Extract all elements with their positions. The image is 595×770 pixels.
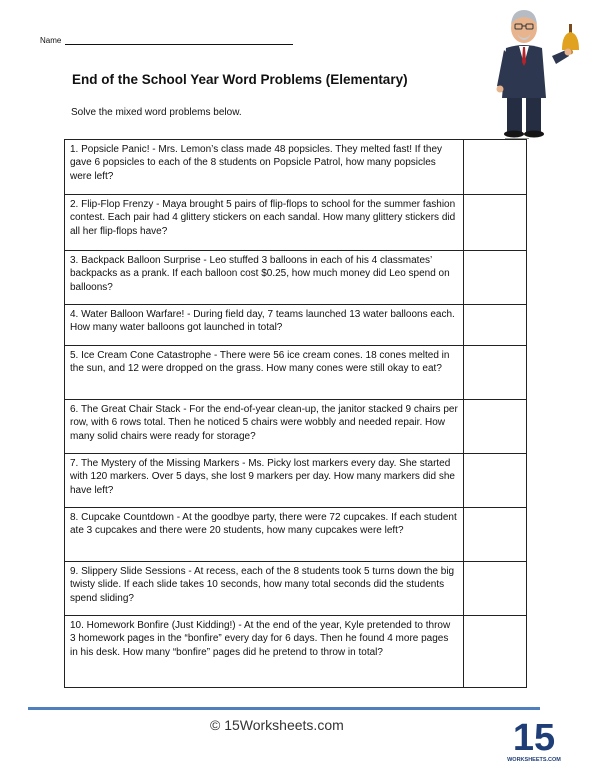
answer-box (464, 251, 527, 305)
problem-text: 7. The Mystery of the Missing Markers - Ms. Picky lost markers every day. She started with 120 markers. Over 5 days, she lost 9 markers per day. How many markers did she have left? (65, 454, 464, 508)
answer-box (464, 195, 527, 251)
table-row (65, 562, 527, 616)
problems-table (64, 139, 527, 688)
answer-box (464, 508, 527, 562)
name-field (40, 36, 293, 45)
problem-text: 6. The Great Chair Stack - For the end-of-year clean-up, the janitor stacked 9 chairs per row, with 6 rows total. Then he noticed 5 chairs were wobbly and needed repair. How many solid chairs were ready for storage? (65, 400, 464, 454)
table-row (65, 508, 527, 562)
table-row (65, 454, 527, 508)
name-write-line (65, 44, 293, 45)
problem-text: 5. Ice Cream Cone Catastrophe - There were 56 ice cream cones. 18 cones melted in the sun, and 12 were dropped on the grass. How many cones were still okay to eat? (65, 346, 464, 400)
answer-box (464, 305, 527, 346)
table-row (65, 616, 527, 688)
problem-text: 2. Flip-Flop Frenzy - Maya brought 5 pairs of flip-flops to school for the summer fashion contest. Each pair had 4 glittery stickers on each sandal. How many glittery stickers did all her flip-flops have? (65, 195, 464, 251)
problem-text: 8. Cupcake Countdown - At the goodbye party, there were 72 cupcakes. If each student ate 3 cupcakes and there were 20 students, how many cupcakes were left? (65, 508, 464, 562)
worksheet-title: End of the School Year Word Problems (Elementary) (72, 72, 408, 87)
teacher-bell-illustration (490, 6, 582, 138)
problem-text: 1. Popsicle Panic! - Mrs. Lemon’s class made 48 popsicles. They melted fast! If they gave 6 popsicles to each of the 8 students on Popsicle Patrol, how many popsicles were left? (65, 140, 464, 195)
name-label: Name (40, 36, 62, 45)
problem-text: 10. Homework Bonfire (Just Kidding!) - At the end of the year, Kyle pretended to throw 3 homework pages in the “bonfire” every day for 6 days. Then he found 4 more pages in his desk. How many “bonfire” pages did he pretend to throw in total? (65, 616, 464, 688)
table-row (65, 346, 527, 400)
answer-box (464, 616, 527, 688)
answer-box (464, 140, 527, 195)
answer-box (464, 562, 527, 616)
table-row (65, 400, 527, 454)
problem-text: 4. Water Balloon Warfare! - During field day, 7 teams launched 13 water balloons each. How many water balloons got launched in total? (65, 305, 464, 346)
table-row (65, 195, 527, 251)
table-row (65, 305, 527, 346)
15worksheets-logo (507, 712, 561, 766)
instructions: Solve the mixed word problems below. (71, 107, 242, 118)
answer-box (464, 454, 527, 508)
problem-text: 3. Backpack Balloon Surprise - Leo stuffed 3 balloons in each of his 4 classmates’ backpacks as a prank. If each balloon cost $0.25, how much money did Leo spend on balloons? (65, 251, 464, 305)
footer-bar (28, 707, 540, 710)
table-row (65, 251, 527, 305)
logo-caption: WORKSHEETS.COM (507, 757, 561, 763)
answer-box (464, 400, 527, 454)
problem-text: 9. Slippery Slide Sessions - At recess, each of the 8 students took 5 turns down the big twisty slide. If each slide takes 10 seconds, how many total seconds did the students spend sliding? (65, 562, 464, 616)
answer-box (464, 346, 527, 400)
table-row (65, 140, 527, 195)
footer-copyright: © 15Worksheets.com (210, 717, 344, 733)
logo-number: 15 (512, 717, 556, 759)
